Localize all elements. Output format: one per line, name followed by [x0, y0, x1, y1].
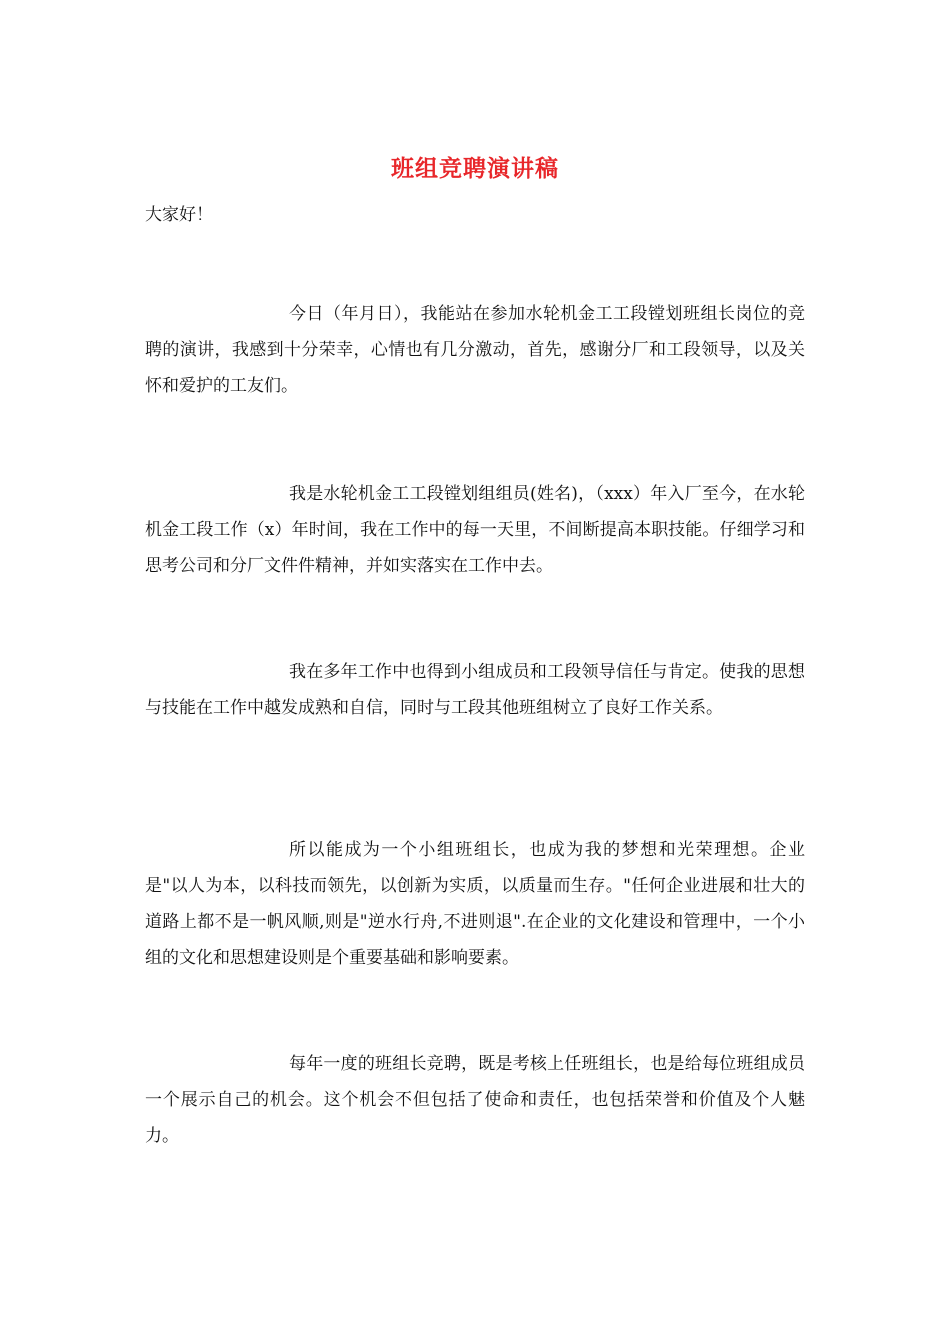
paragraph: 我是水轮机金工工段镗划组组员(姓名)，（xxx）年入厂至今，在水轮机金工段工作（x）年时间，我在工作中的每一天里，不间断提高本职技能。仔细学习和思考公司和分厂文件件精神，并如实落实在工作中去。	[145, 484, 805, 576]
greeting: 大家好！	[145, 205, 213, 225]
paragraph: 每年一度的班组长竞聘，既是考核上任班组长，也是给每位班组成员一个展示自己的机会。这个机会不但包括了使命和责任，也包括荣誉和价值及个人魅力。	[145, 1054, 805, 1146]
paragraph: 所以能成为一个小组班组长，也成为我的梦想和光荣理想。企业是"以人为本，以科技而领先，以创新为实质，以质量而生存。"任何企业进展和壮大的道路上都不是一帆风顺,则是"逆水行舟,不进则退".在企业的文化建设和管理中，一个小组的文化和思想建设则是个重要基础和影响要素。	[145, 840, 805, 968]
paragraph: 今日（年月日），我能站在参加水轮机金工工段镗划班组长岗位的竞聘的演讲，我感到十分荣幸，心情也有几分激动，首先，感谢分厂和工段领导，以及关怀和爱护的工友们。	[145, 304, 805, 396]
paragraph: 我在多年工作中也得到小组成员和工段领导信任与肯定。使我的思想与技能在工作中越发成熟和自信，同时与工段其他班组树立了良好工作关系。	[145, 662, 805, 718]
document-title: 班组竞聘演讲稿	[391, 155, 559, 182]
